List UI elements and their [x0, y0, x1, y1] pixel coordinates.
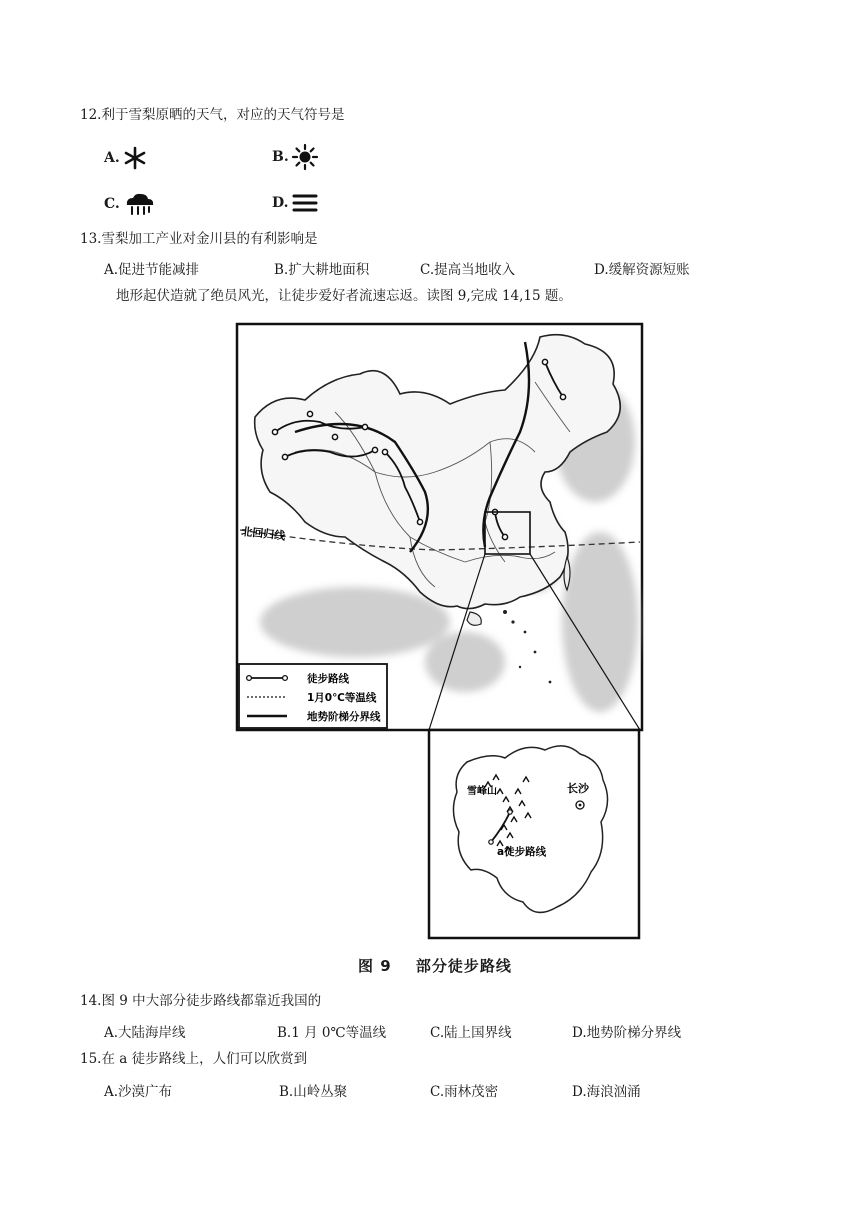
figure-9-map: [235, 322, 645, 942]
q12-option-b[interactable]: [272, 143, 319, 171]
q13-stem: 13.雪梨加工产业对金川县的有利影响是: [80, 231, 318, 247]
map-svg: [235, 322, 645, 942]
inset-label-changsha: 长沙: [567, 782, 589, 795]
intro-text: 地形起伏造就了绝员风光，让徒步爱好者流速忘返。读图 9,完成 14,15 题。: [116, 288, 572, 304]
q12-stem: 12.利于雪梨原晒的天气，对应的天气符号是: [80, 107, 345, 123]
caption-text: 部分徒步路线: [415, 957, 512, 975]
q14-option-b[interactable]: B.1 月 0℃等温线: [277, 1025, 387, 1041]
q13-option-d[interactable]: D.缓解资源短账: [594, 262, 690, 278]
q15-option-a[interactable]: A.沙漠广布: [104, 1084, 173, 1100]
inset-label-route: a徒步路线: [497, 846, 547, 858]
sun-icon: [291, 143, 319, 171]
q15-stem: 15.在 a 徒步路线上，人们可以欣赏到: [80, 1051, 308, 1067]
q12-option-d[interactable]: [272, 192, 319, 214]
q12-option-a[interactable]: [104, 146, 148, 170]
q14-stem: 14.图 9 中大部分徒步路线都靠近我国的: [80, 993, 322, 1009]
q12-option-c[interactable]: [104, 192, 156, 216]
q15-option-b[interactable]: B.山岭丛聚: [279, 1084, 348, 1100]
snowflake-icon: [122, 146, 148, 170]
tropic-label: 北回归线: [240, 525, 286, 543]
q15-option-c[interactable]: C.雨林茂密: [430, 1084, 499, 1100]
figure-caption: [358, 955, 512, 976]
q15-options: [0, 1080, 860, 1098]
option-letter: A.: [104, 150, 120, 166]
q15-option-d[interactable]: D.海浪汹涌: [572, 1084, 641, 1100]
inset-label-mountain: 雪峰山: [467, 786, 497, 797]
legend-label-boundary: 地势阶梯分界线: [307, 711, 381, 723]
option-letter: C.: [104, 196, 120, 212]
fog-icon: [291, 192, 319, 214]
q14-option-c[interactable]: C.陆上国界线: [430, 1025, 512, 1041]
caption-number: 图 9: [358, 957, 392, 975]
q13-options: [0, 258, 860, 276]
q14-options: [0, 1021, 860, 1039]
legend-label-route: 徒步路线: [307, 673, 349, 685]
q13-option-b[interactable]: B.扩大耕地面积: [274, 262, 370, 278]
q14-option-d[interactable]: D.地势阶梯分界线: [572, 1025, 682, 1041]
q14-option-a[interactable]: A.大陆海岸线: [104, 1025, 186, 1041]
option-letter: B.: [272, 149, 289, 165]
option-letter: D.: [272, 195, 289, 211]
legend-label-isotherm: 1月0℃等温线: [307, 692, 377, 704]
rain-cloud-icon: [122, 192, 156, 216]
q13-option-c[interactable]: C.提高当地收入: [420, 262, 516, 278]
q13-option-a[interactable]: A.促进节能减排: [104, 262, 200, 278]
